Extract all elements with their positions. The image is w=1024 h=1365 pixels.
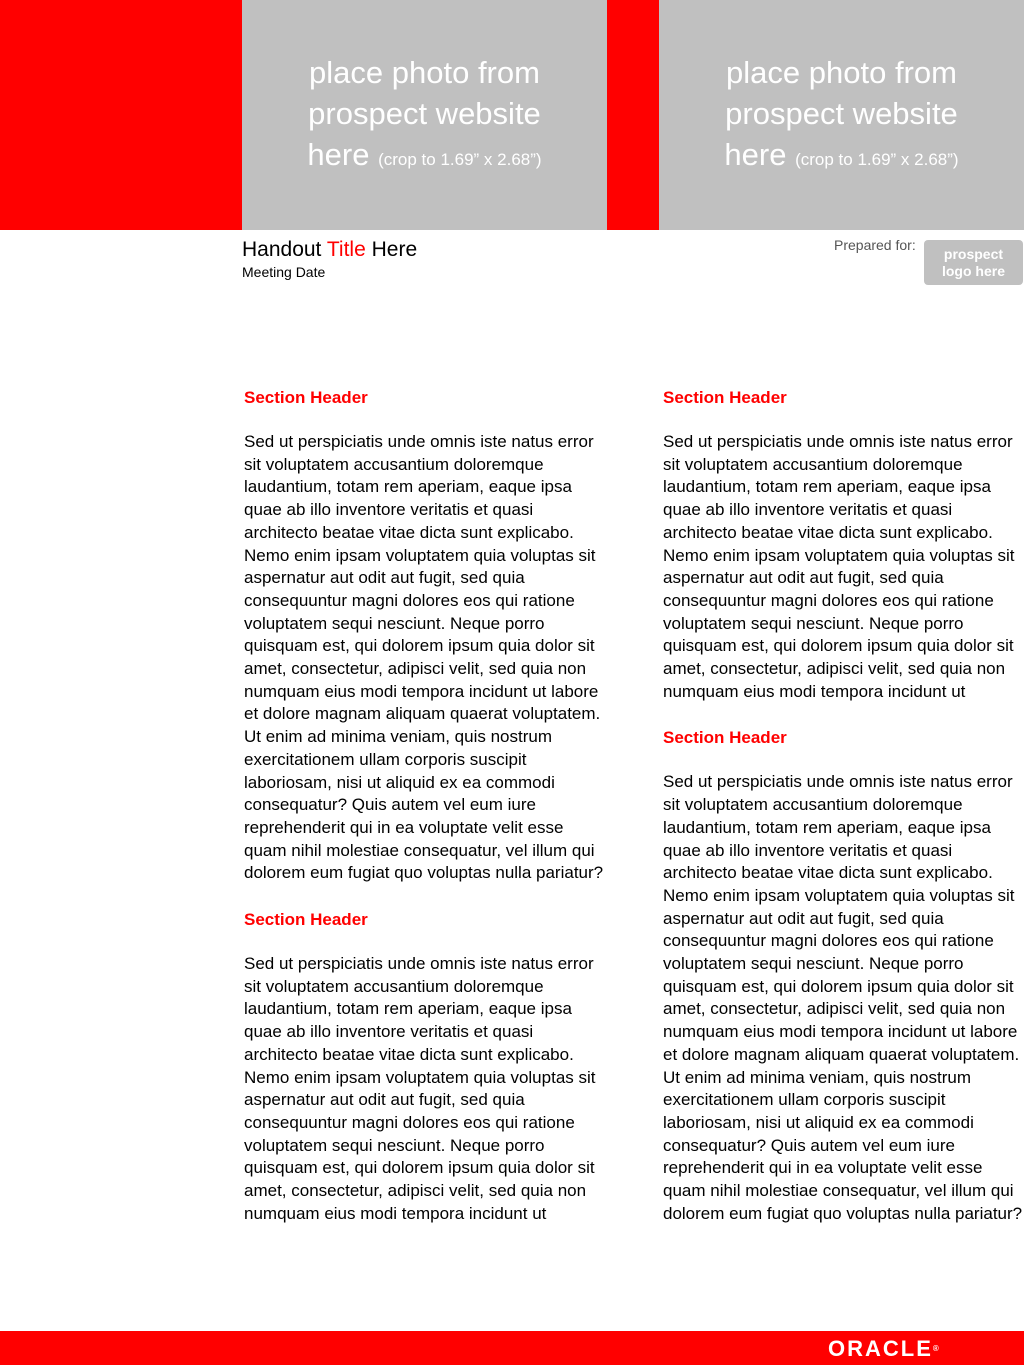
section-header: Section Header — [244, 910, 368, 930]
section-body: Sed ut perspiciatis unde omnis iste natus error sit voluptatem accusantium doloremque laudantium, totam rem aperiam, eaque ipsa quae ab illo inventore veritatis et quasi architecto beatae vitae dicta sunt explicabo. Nemo enim ipsam voluptatem quia voluptas sit aspernatur aut odit aut fugit, sed quia consequuntur magni dolores eos qui ratione voluptatem sequi nesciunt. Neque porro quisquam est, qui dolorem ipsum quia dolor sit amet, consectetur, adipisci velit, sed quia non numquam eius modi tempora incidunt ut — [244, 954, 596, 1223]
section-body: Sed ut perspiciatis unde omnis iste natus error sit voluptatem accusantium doloremque laudantium, totam rem aperiam, eaque ipsa quae ab illo inventore veritatis et quasi architecto beatae vitae dicta sunt explicabo. Nemo enim ipsam voluptatem quia voluptas sit aspernatur aut odit aut fugit, sed quia consequuntur magni dolores eos qui ratione voluptatem sequi nesciunt. Neque porro quisquam est, qui dolorem ipsum quia dolor sit amet, consectetur, adipisci velit, sed quia non numquam eius modi tempora incidunt ut labore et dolore magnam aliquam quaerat voluptatem. Ut enim ad minima veniam, quis nostrum exercitationem ullam corporis suscipit laboriosam, nisi ut aliquid ex ea commodi consequatur? Quis autem vel eum iure reprehenderit qui in ea voluptate velit esse quam nihil molestiae consequatur, vel illum qui dolorem eum fugiat quo voluptas nulla pariatur? — [663, 772, 1023, 1223]
photo-placeholder-line3: here — [724, 137, 787, 172]
oracle-logo — [828, 1336, 939, 1362]
registered-mark: ® — [932, 1344, 939, 1353]
prospect-logo-placeholder — [924, 240, 1023, 285]
section — [663, 386, 1024, 703]
section-header: Section Header — [663, 728, 787, 748]
prospect-logo-line2: logo here — [941, 262, 1005, 279]
oracle-logo-text: ORACLE — [828, 1336, 933, 1361]
section-header: Section Header — [244, 388, 368, 407]
handout-title — [242, 237, 417, 262]
prospect-logo-line1: prospect — [943, 245, 1004, 262]
photo-placeholder-crop-note: (crop to 1.69” x 2.68”) — [378, 150, 542, 169]
photo-placeholder-line2: prospect website — [308, 96, 541, 131]
left-column — [244, 386, 608, 1249]
handout-title-prefix: Handout — [242, 238, 327, 261]
handout-title-suffix: Here — [365, 238, 418, 261]
meeting-date: Meeting Date — [242, 264, 326, 280]
photo-placeholder-line2: prospect website — [725, 96, 958, 131]
prepared-for-label: Prepared for: — [834, 237, 916, 253]
section-body: Sed ut perspiciatis unde omnis iste natus error sit voluptatem accusantium doloremque laudantium, totam rem aperiam, eaque ipsa quae ab illo inventore veritatis et quasi architecto beatae vitae dicta sunt explicabo. Nemo enim ipsam voluptatem quia voluptas sit aspernatur aut odit aut fugit, sed quia consequuntur magni dolores eos qui ratione voluptatem sequi nesciunt. Neque porro quisquam est, qui dolorem ipsum quia dolor sit amet, consectetur, adipisci velit, sed quia non numquam eius modi tempora incidunt ut labore et dolore magnam aliquam quaerat voluptatem. Ut enim ad minima veniam, quis nostrum exercitationem ullam corporis suscipit laboriosam, nisi ut aliquid ex ea commodi consequatur? Quis autem vel eum iure reprehenderit qui in ea voluptate velit esse quam nihil molestiae consequatur, vel illum qui dolorem eum fugiat quo voluptas nulla pariatur? — [244, 432, 604, 883]
section — [244, 908, 608, 1225]
handout-title-accent: Title — [326, 238, 366, 261]
header-red-block-middle — [607, 0, 659, 230]
photo-placeholder-line3: here — [307, 137, 370, 172]
photo-placeholder-1 — [242, 0, 607, 230]
photo-placeholder-2 — [659, 0, 1024, 230]
section-body: Sed ut perspiciatis unde omnis iste natus error sit voluptatem accusantium doloremque laudantium, totam rem aperiam, eaque ipsa quae ab illo inventore veritatis et quasi architecto beatae vitae dicta sunt explicabo. Nemo enim ipsam voluptatem quia voluptas sit aspernatur aut odit aut fugit, sed quia consequuntur magni dolores eos qui ratione voluptatem sequi nesciunt. Neque porro quisquam est, qui dolorem ipsum quia dolor sit amet, consectetur, adipisci velit, sed quia non numquam eius modi tempora incidunt ut — [663, 432, 1015, 701]
photo-placeholder-crop-note: (crop to 1.69” x 2.68”) — [795, 150, 959, 169]
header-red-block-left — [0, 0, 242, 230]
section-header: Section Header — [663, 388, 787, 407]
photo-placeholder-line1: place photo from — [309, 55, 540, 90]
photo-placeholder-line1: place photo from — [726, 55, 957, 90]
right-column — [663, 386, 1024, 1249]
section — [244, 386, 608, 885]
section — [663, 726, 1024, 1225]
